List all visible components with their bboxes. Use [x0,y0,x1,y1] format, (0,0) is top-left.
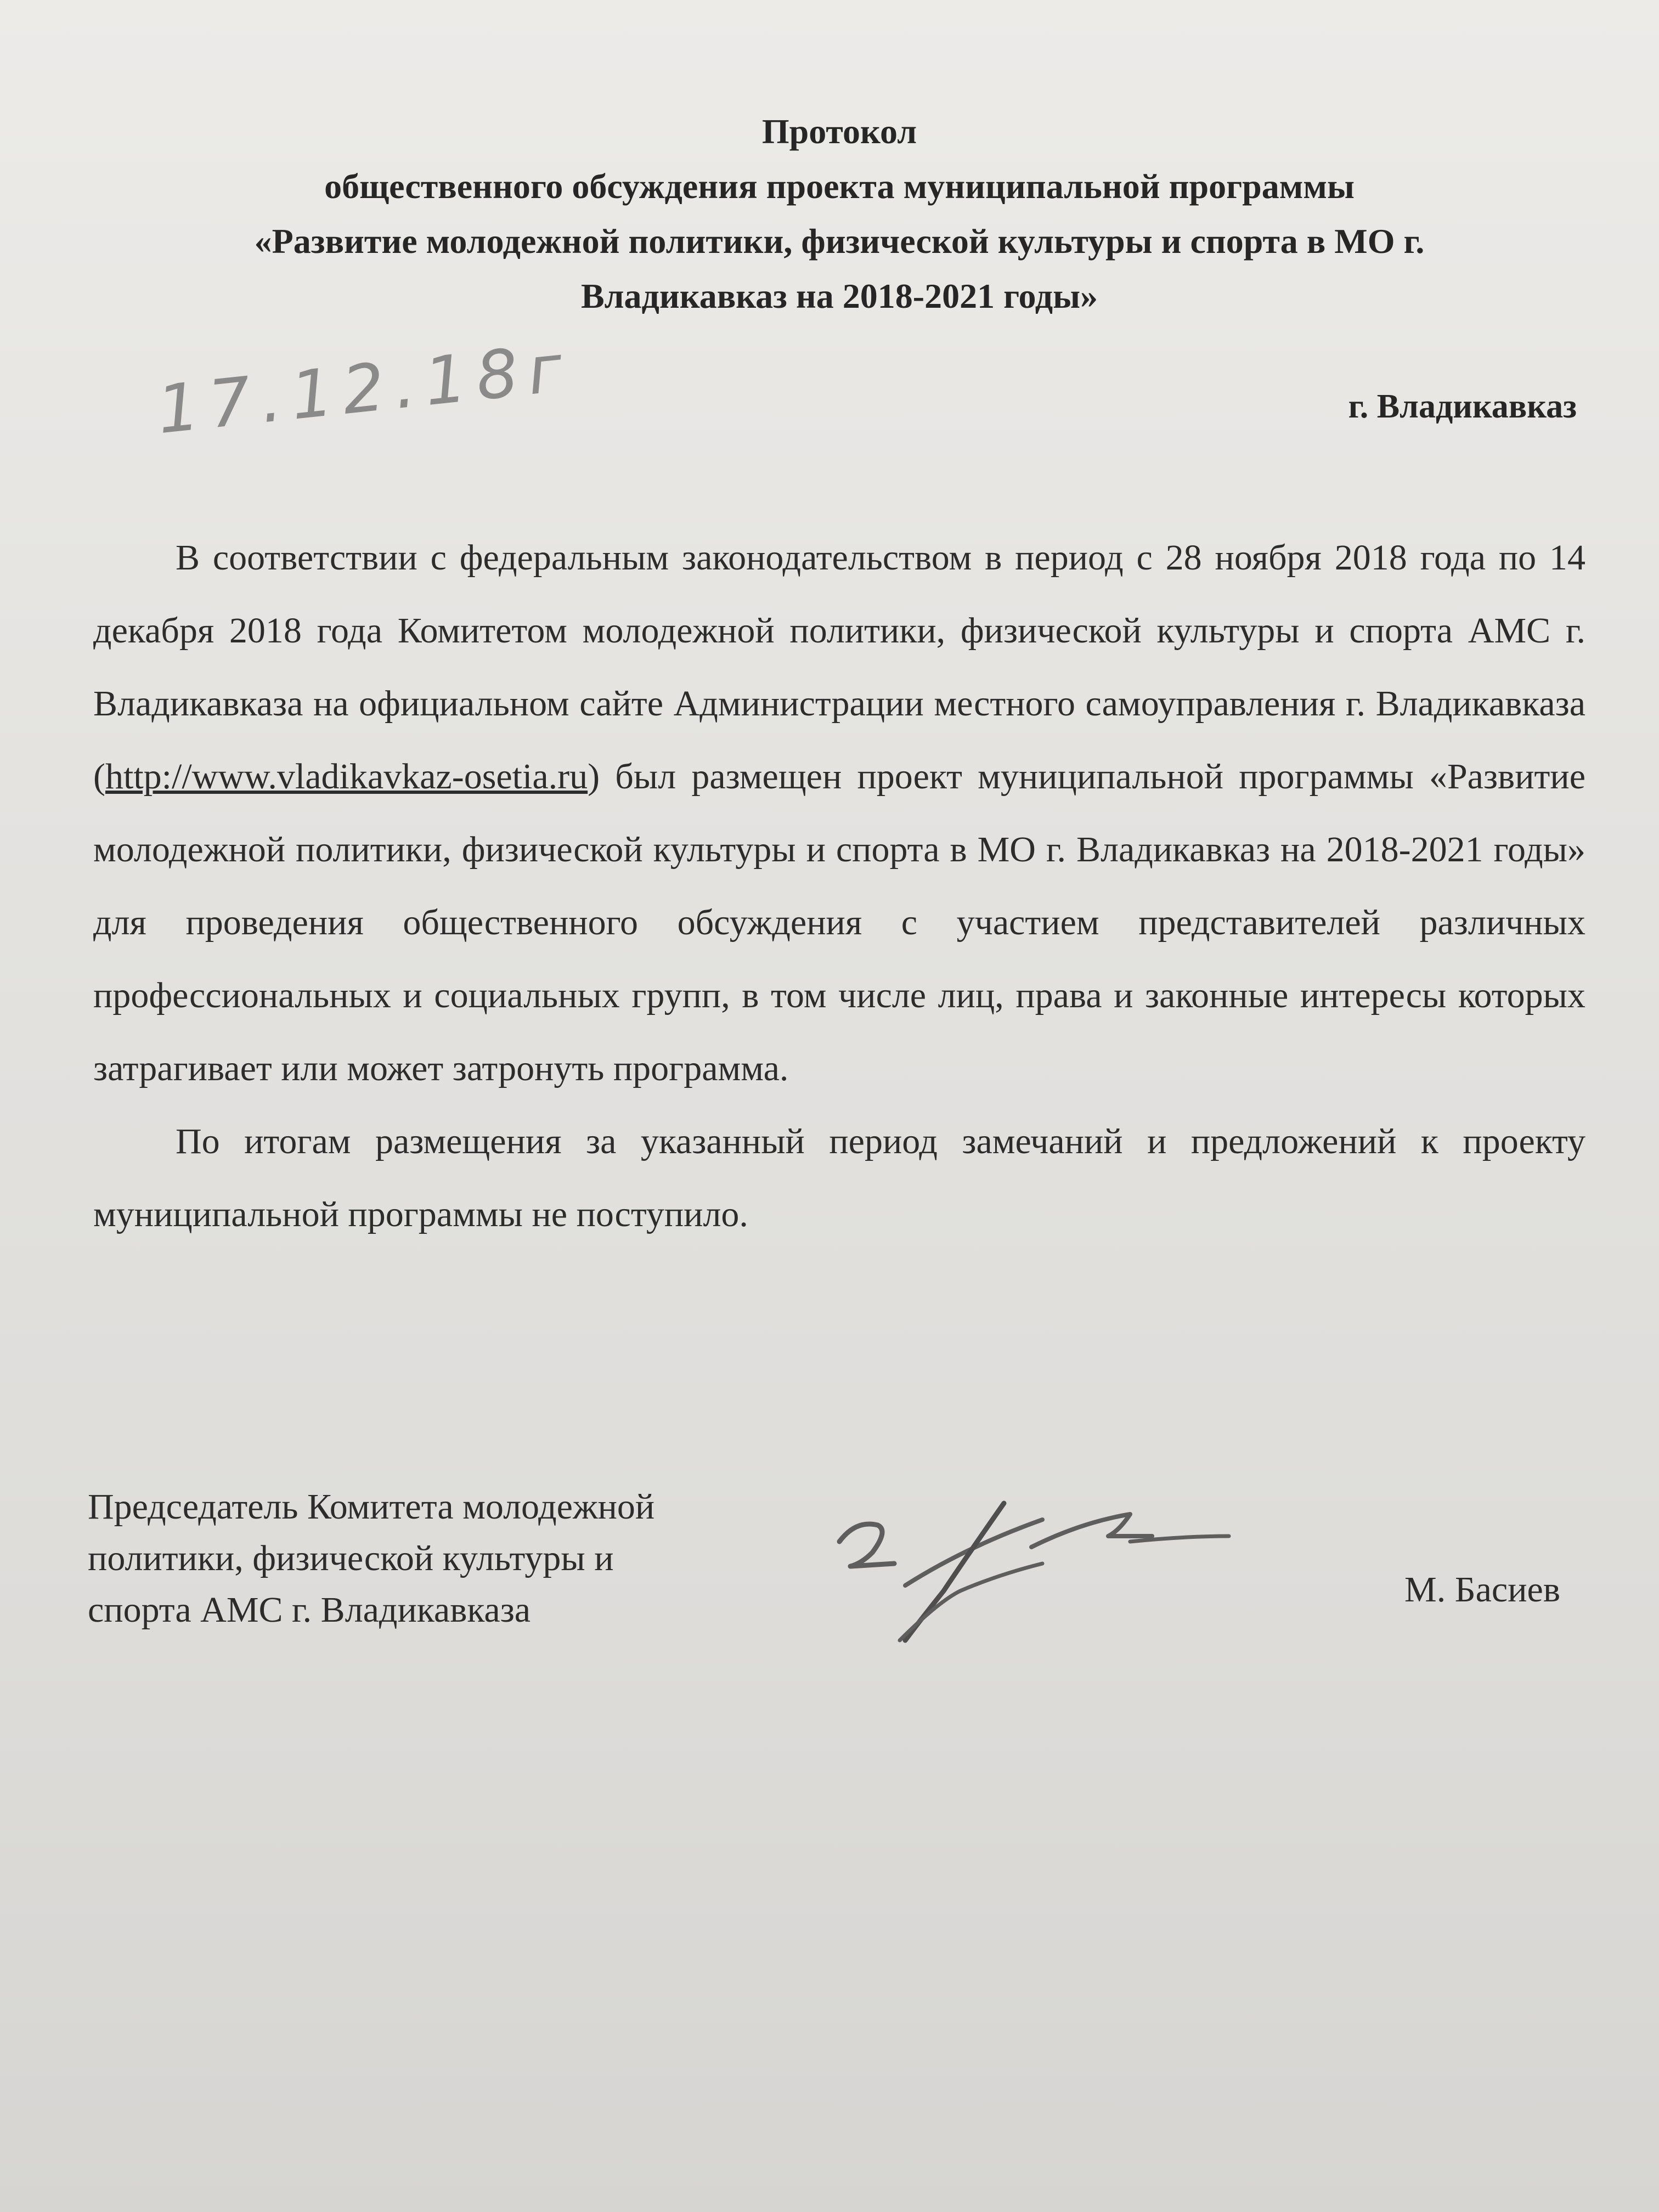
title-line-2: общественного обсуждения проекта муниципальной программы [324,167,1355,206]
website-link[interactable]: http://www.vladikavkaz-osetia.ru [105,757,588,797]
title-line-4: Владикавказ на 2018-2021 годы» [580,276,1098,315]
title-line-3: «Развитие молодежной политики, физической культуры и спорта в МО г. [254,222,1425,261]
role-line-2: политики, физической культуры и [88,1538,614,1578]
paragraph-1-text-end: ) был размещен проект муниципальной программы «Развитие молодежной политики, физической культуры и спорта в МО г. Владикавказ на 2018-2021 годы» для проведения общественного обсуждения с участием представителей различных профессиональных и социальных групп, в том числе лиц, права и законные интересы которых затрагивает или может затронуть программа. [93,757,1585,1088]
signatory-role [88,1481,801,1636]
role-line-1: Председатель Комитета молодежной [88,1487,655,1527]
body-paragraph-1 [93,521,1585,1105]
signatory-name: М. Басиев [1404,1570,1560,1610]
document-body [93,521,1585,1251]
paragraph-1-text-start: В соответствии с федеральным законодательством в период с 28 ноября 2018 года по 14 декабря 2018 года Комитетом молодежной политики, физической культуры и спорта АМС г. Владикавказа на официальном сайте Администрации местного самоуправления г. Владикавказа ( [93,538,1585,797]
document-title [110,104,1569,324]
title-line-1: Протокол [761,112,917,151]
city-label: г. Владикавказ [1348,388,1577,425]
role-line-3: спорта АМС г. Владикавказа [88,1590,531,1630]
handwritten-date: 17.12.18г [154,329,576,449]
handwritten-signature [823,1481,1262,1657]
body-paragraph-2: По итогам размещения за указанный период замечаний и предложений к проекту муниципальной программы не поступило. [93,1121,1585,1234]
